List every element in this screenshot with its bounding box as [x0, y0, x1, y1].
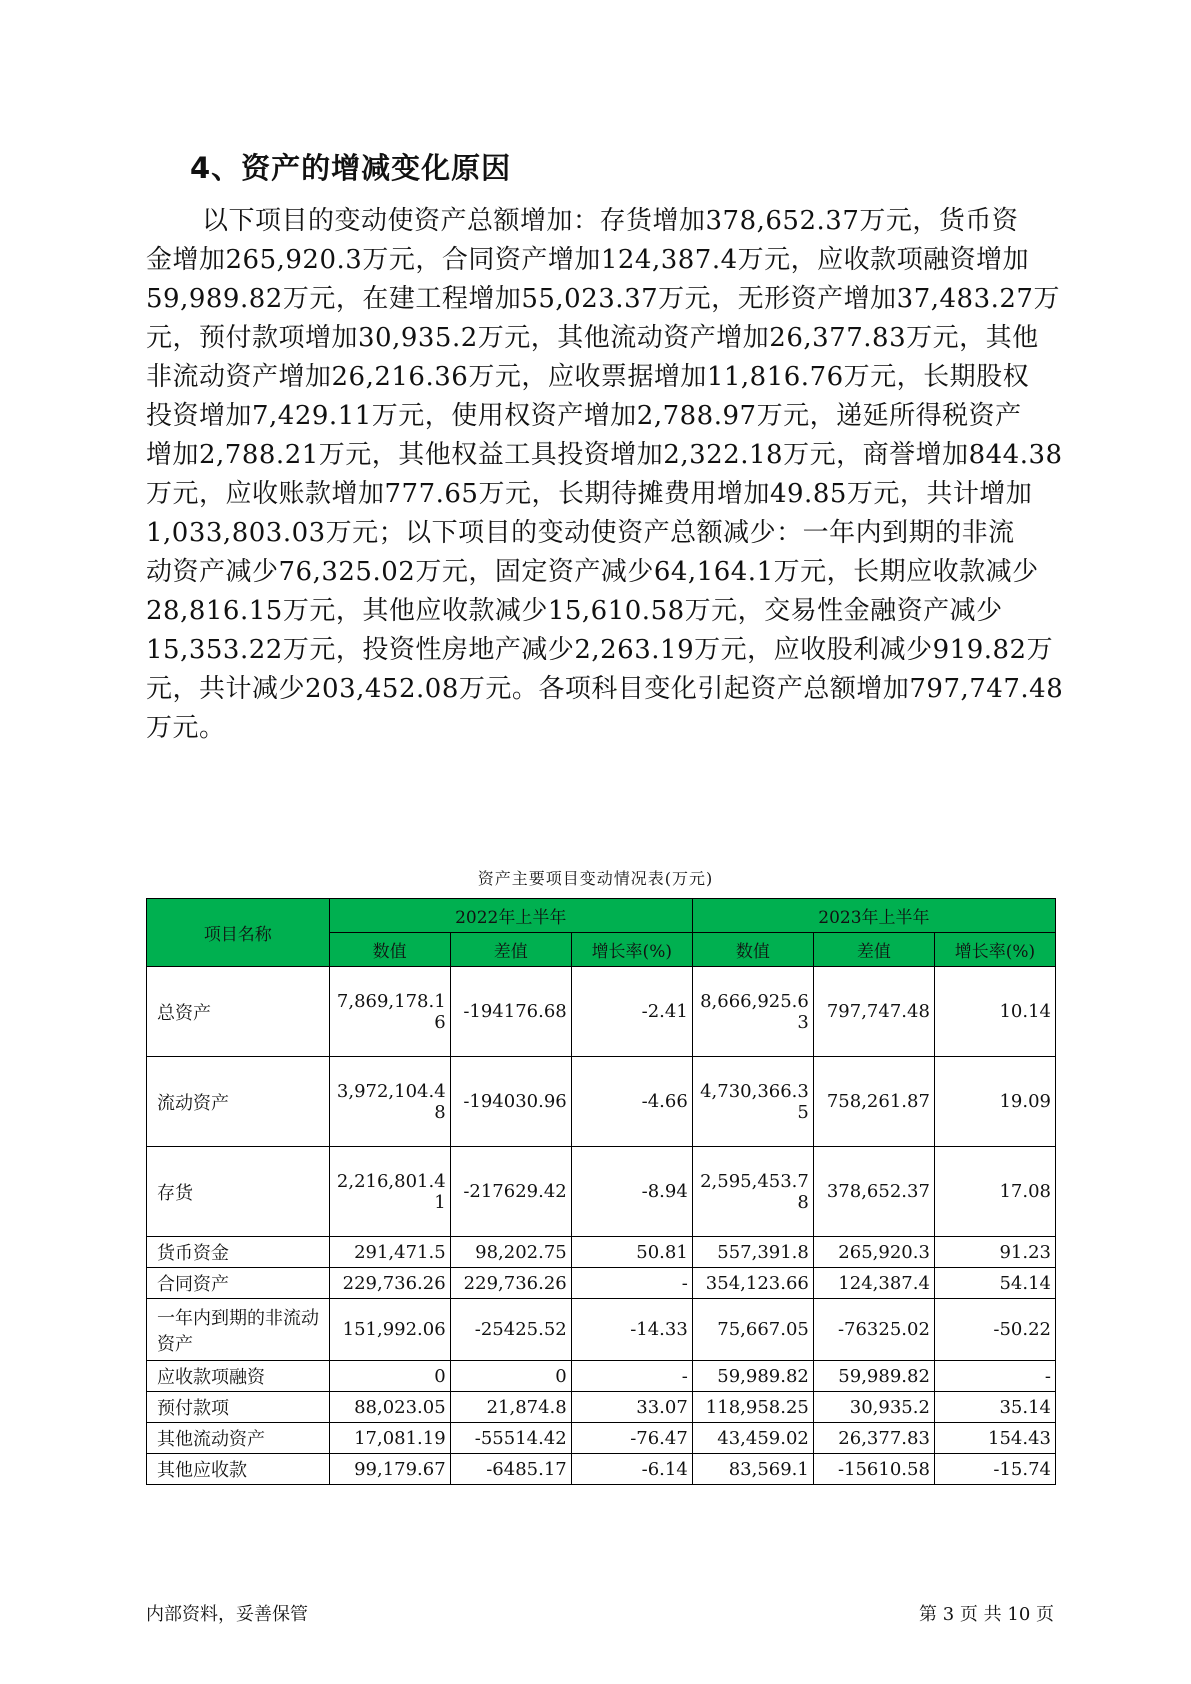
table-row — [147, 1361, 1056, 1392]
row-name: 应收款项融资 — [147, 1361, 330, 1392]
cell-growth-2023: 91.23 — [934, 1237, 1055, 1268]
cell-growth-2023: 54.14 — [934, 1268, 1055, 1299]
cell-diff-2022: 98,202.75 — [450, 1237, 571, 1268]
cell-diff-2022: -55514.42 — [450, 1423, 571, 1454]
table-row — [147, 1057, 1056, 1147]
cell-diff-2023: 758,261.87 — [813, 1057, 934, 1147]
cell-diff-2023: 797,747.48 — [813, 967, 934, 1057]
cell-growth-2022: -2.41 — [571, 967, 692, 1057]
row-name: 合同资产 — [147, 1268, 330, 1299]
footer-page-number: 第 3 页 共 10 页 — [919, 1604, 1054, 1625]
cell-diff-2022: 229,736.26 — [450, 1268, 571, 1299]
paragraph-line: 投资增加7,429.11万元，使用权资产增加2,788.97万元，递延所得税资产 — [146, 401, 1022, 431]
cell-diff-2023: -15610.58 — [813, 1454, 934, 1485]
cell-value-2022: 99,179.67 — [329, 1454, 450, 1485]
paragraph-line: 15,353.22万元，投资性房地产减少2,263.19万元，应收股利减少919.82万 — [146, 635, 1054, 665]
cell-value-2023: 43,459.02 — [692, 1423, 813, 1454]
cell-value-2022: 151,992.06 — [329, 1299, 450, 1361]
cell-growth-2022: -76.47 — [571, 1423, 692, 1454]
cell-value-2022: 7,869,178.16 — [329, 967, 450, 1057]
row-name: 存货 — [147, 1147, 330, 1237]
table-row — [147, 1237, 1056, 1268]
section-heading: 4、资产的增减变化原因 — [190, 151, 512, 185]
cell-growth-2023: - — [934, 1361, 1055, 1392]
cell-value-2022: 3,972,104.48 — [329, 1057, 450, 1147]
cell-value-2023: 557,391.8 — [692, 1237, 813, 1268]
cell-diff-2023: 265,920.3 — [813, 1237, 934, 1268]
cell-growth-2023: -15.74 — [934, 1454, 1055, 1485]
cell-growth-2022: -8.94 — [571, 1147, 692, 1237]
cell-value-2023: 118,958.25 — [692, 1392, 813, 1423]
cell-value-2023: 83,569.1 — [692, 1454, 813, 1485]
paragraph-line: 元，预付款项增加30,935.2万元，其他流动资产增加26,377.83万元，其他 — [146, 323, 1039, 353]
table-row — [147, 1147, 1056, 1237]
cell-growth-2022: - — [571, 1361, 692, 1392]
paragraph-line: 以下项目的变动使资产总额增加：存货增加378,652.37万元，货币资 — [202, 206, 1019, 236]
cell-diff-2022: -194030.96 — [450, 1057, 571, 1147]
footer-confidential-note: 内部资料，妥善保管 — [146, 1604, 308, 1625]
cell-diff-2022: -217629.42 — [450, 1147, 571, 1237]
cell-growth-2022: -14.33 — [571, 1299, 692, 1361]
cell-value-2022: 17,081.19 — [329, 1423, 450, 1454]
header-value: 数值 — [692, 933, 813, 967]
cell-diff-2022: -6485.17 — [450, 1454, 571, 1485]
cell-growth-2022: 50.81 — [571, 1237, 692, 1268]
table-row — [147, 1392, 1056, 1423]
cell-value-2022: 229,736.26 — [329, 1268, 450, 1299]
header-value: 数值 — [329, 933, 450, 967]
cell-diff-2022: 0 — [450, 1361, 571, 1392]
cell-growth-2023: 154.43 — [934, 1423, 1055, 1454]
row-name: 其他流动资产 — [147, 1423, 330, 1454]
cell-growth-2023: 19.09 — [934, 1057, 1055, 1147]
header-period-2023: 2023年上半年 — [692, 899, 1055, 933]
cell-value-2023: 59,989.82 — [692, 1361, 813, 1392]
row-name: 货币资金 — [147, 1237, 330, 1268]
cell-growth-2022: -6.14 — [571, 1454, 692, 1485]
row-name: 其他应收款 — [147, 1454, 330, 1485]
cell-value-2022: 88,023.05 — [329, 1392, 450, 1423]
cell-value-2022: 2,216,801.41 — [329, 1147, 450, 1237]
table-row — [147, 1299, 1056, 1361]
header-item-name: 项目名称 — [147, 899, 330, 967]
header-period-2022: 2022年上半年 — [329, 899, 692, 933]
cell-diff-2023: 124,387.4 — [813, 1268, 934, 1299]
cell-growth-2022: -4.66 — [571, 1057, 692, 1147]
cell-value-2022: 291,471.5 — [329, 1237, 450, 1268]
cell-diff-2023: -76325.02 — [813, 1299, 934, 1361]
paragraph-line: 1,033,803.03万元；以下项目的变动使资产总额减少：一年内到期的非流 — [146, 518, 1015, 548]
paragraph-line: 万元，应收账款增加777.65万元，长期待摊费用增加49.85万元，共计增加 — [146, 479, 1033, 509]
paragraph-line: 28,816.15万元，其他应收款减少15,610.58万元，交易性金融资产减少 — [146, 596, 1003, 626]
paragraph-line: 元，共计减少203,452.08万元。各项科目变化引起资产总额增加797,747.48 — [146, 674, 1064, 704]
cell-diff-2023: 26,377.83 — [813, 1423, 934, 1454]
cell-diff-2023: 59,989.82 — [813, 1361, 934, 1392]
cell-value-2023: 4,730,366.35 — [692, 1057, 813, 1147]
cell-diff-2023: 30,935.2 — [813, 1392, 934, 1423]
cell-value-2023: 75,667.05 — [692, 1299, 813, 1361]
cell-diff-2022: -25425.52 — [450, 1299, 571, 1361]
cell-diff-2022: -194176.68 — [450, 967, 571, 1057]
row-name: 一年内到期的非流动资产 — [147, 1299, 330, 1361]
table-row — [147, 967, 1056, 1057]
row-name: 总资产 — [147, 967, 330, 1057]
paragraph-line: 59,989.82万元，在建工程增加55,023.37万元，无形资产增加37,483.27万 — [146, 284, 1060, 314]
paragraph-line: 增加2,788.21万元，其他权益工具投资增加2,322.18万元，商誉增加844.38 — [146, 440, 1063, 470]
header-growth: 增长率(%) — [571, 933, 692, 967]
table-caption: 资产主要项目变动情况表(万元) — [477, 869, 714, 888]
asset-change-table — [146, 898, 1056, 1485]
table-row — [147, 1268, 1056, 1299]
cell-diff-2023: 378,652.37 — [813, 1147, 934, 1237]
paragraph-line: 动资产减少76,325.02万元，固定资产减少64,164.1万元，长期应收款减少 — [146, 557, 1039, 587]
header-diff: 差值 — [813, 933, 934, 967]
cell-growth-2022: 33.07 — [571, 1392, 692, 1423]
body-paragraph — [146, 202, 1064, 748]
cell-growth-2023: 35.14 — [934, 1392, 1055, 1423]
cell-growth-2023: 10.14 — [934, 967, 1055, 1057]
cell-growth-2023: 17.08 — [934, 1147, 1055, 1237]
header-diff: 差值 — [450, 933, 571, 967]
cell-value-2023: 8,666,925.63 — [692, 967, 813, 1057]
row-name: 预付款项 — [147, 1392, 330, 1423]
cell-value-2022: 0 — [329, 1361, 450, 1392]
cell-growth-2022: - — [571, 1268, 692, 1299]
header-growth: 增长率(%) — [934, 933, 1055, 967]
cell-value-2023: 2,595,453.78 — [692, 1147, 813, 1237]
cell-diff-2022: 21,874.8 — [450, 1392, 571, 1423]
row-name: 流动资产 — [147, 1057, 330, 1147]
paragraph-line: 万元。 — [146, 713, 226, 743]
paragraph-line: 金增加265,920.3万元，合同资产增加124,387.4万元，应收款项融资增加 — [146, 245, 1030, 275]
table-row — [147, 1454, 1056, 1485]
table-row — [147, 1423, 1056, 1454]
cell-value-2023: 354,123.66 — [692, 1268, 813, 1299]
paragraph-line: 非流动资产增加26,216.36万元，应收票据增加11,816.76万元，长期股权 — [146, 362, 1030, 392]
cell-growth-2023: -50.22 — [934, 1299, 1055, 1361]
